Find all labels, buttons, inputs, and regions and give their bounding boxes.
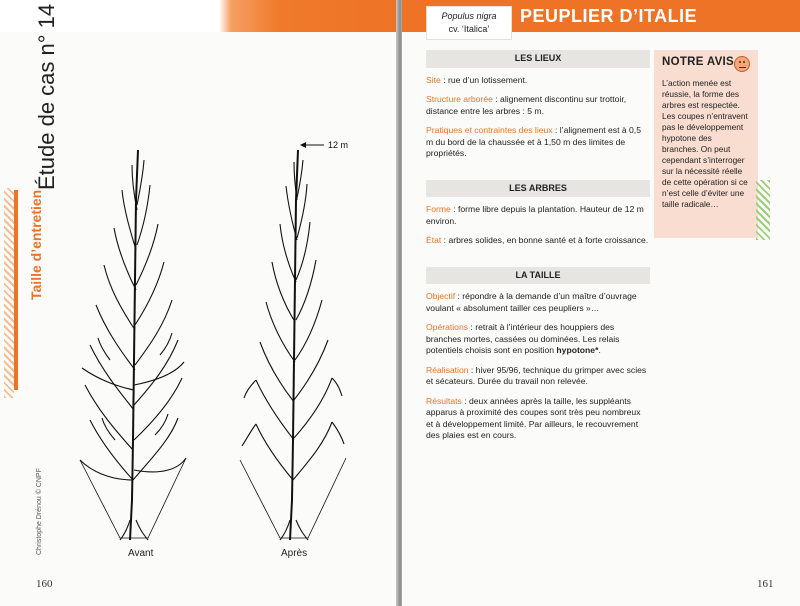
page-number-right: 161 [757, 578, 774, 590]
label-etat: État [426, 235, 442, 245]
section-heading-arbres: LES ARBRES [426, 180, 650, 198]
section-heading-taille: LA TAILLE [426, 267, 650, 285]
tree-after-drawing [240, 150, 346, 540]
label-pratiques: Pratiques et contraintes des lieux [426, 125, 553, 135]
opinion-text: L’action menée est réussie, la forme des arbres est respectée. Les coupes n’entravent pas le développement hypotone des branches. On peut cependant s’interroger sur la nécessité réelle de cette opération si ce n’est celle d’éviter une taille radicale… [662, 78, 748, 209]
paragraph-site: Site : rue d’un lotissement. [426, 74, 528, 85]
case-study-title: Étude de cas n° 14 [34, 3, 59, 190]
latin-name-box [426, 6, 512, 40]
caption-before: Avant [128, 548, 154, 559]
label-forme: Forme [426, 204, 451, 214]
label-operations: Opérations [426, 322, 469, 332]
neutral-face-icon [734, 56, 750, 72]
page-title: PEUPLIER D’ITALIE [520, 6, 698, 26]
cultivar-name: cv. ‘Italica’ [448, 24, 490, 34]
label-resultats: Résultats [426, 395, 462, 406]
label-site: Site [426, 74, 441, 85]
left-page [0, 0, 398, 606]
caption-after: Après [281, 548, 308, 559]
side-stripes-decoration [4, 188, 14, 398]
paragraph-realisation: Réalisation : hiver 95/96, technique du grimper avec scies et sécateurs. Durée du travail non relevée. [426, 364, 647, 386]
tree-before-drawing [80, 150, 186, 540]
paragraph-operations: Opérations : retrait à l’intérieur des houppiers des branches mortes, cassées ou dominées. Les relais potentiels choisis sont en position hypotone*. [426, 322, 620, 355]
paragraph-structure: Structure arborée : alignement discontinu sur trottoir, distance entre les arbres : 5 m. [426, 94, 627, 116]
opinion-title: NOTRE AVIS [662, 56, 735, 68]
paragraph-pratiques: Pratiques et contraintes des lieux : l’alignement est à 0,5 m du bord de la chaussée et à 1,50 m des limites de propriétés. [426, 125, 641, 158]
page-number-left: 160 [36, 578, 53, 590]
side-accent-bar [14, 190, 18, 390]
section-heading-lieux: LES LIEUX [426, 50, 650, 68]
paragraph-objectif: Objectif : répondre à la demande d’un maître d’ouvrage voulant « absolument tailler ces peupliers »… [426, 291, 637, 313]
paragraph-etat: État : arbres solides, en bonne santé et à forte croissance. [426, 235, 649, 245]
latin-name: Populus nigra [441, 11, 497, 21]
paragraph-forme: Forme : forme libre depuis la plantation. Hauteur de 12 m environ. [426, 204, 644, 226]
scale-label: 12 m [328, 140, 349, 150]
label-structure: Structure arborée [426, 94, 493, 104]
right-page [402, 0, 800, 606]
label-realisation: Réalisation [426, 364, 469, 375]
tree-illustration [60, 140, 360, 545]
section-label: Taille d’entretien [28, 189, 44, 300]
right-stripes-decoration [756, 180, 770, 240]
label-objectif: Objectif [426, 291, 456, 301]
photo-credit: Christophe Drénou © CNPF [36, 468, 43, 555]
paragraph-resultats: Résultats : deux années après la taille, les suppléants apparus à proximité des coupes sont très peu nombreux et à développement limité. Par ailleurs, le recouvrement des plaies est en cours. [426, 395, 641, 440]
opinion-box [654, 50, 758, 238]
main-column [426, 50, 650, 450]
